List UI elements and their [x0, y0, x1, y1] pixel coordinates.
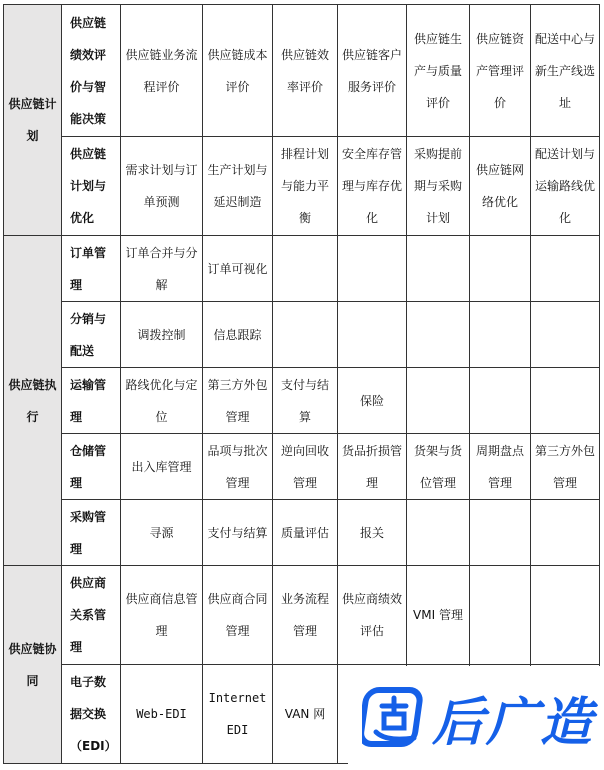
subcategory-cell: 电子数据交换（EDI）: [62, 665, 121, 764]
item-cell: 逆向回收管理: [273, 434, 338, 500]
supply-chain-table: [3, 4, 600, 764]
item-cell: 货架与货位管理: [407, 434, 470, 500]
subcategory-cell: 供应商关系管理: [62, 566, 121, 665]
item-cell: 安全库存管理与库存优化: [338, 137, 407, 236]
item-cell: [407, 368, 470, 434]
table-row: [4, 500, 600, 566]
item-cell: VMI 管理: [407, 566, 470, 665]
table-row: [4, 236, 600, 302]
item-cell: 供应链业务流程评价: [121, 5, 203, 137]
item-cell: [407, 302, 470, 368]
item-cell: 报关: [338, 500, 407, 566]
item-cell: [338, 302, 407, 368]
item-cell: 供应商绩效评估: [338, 566, 407, 665]
item-cell: [531, 500, 600, 566]
item-cell: [470, 236, 531, 302]
item-cell: [470, 500, 531, 566]
item-cell: 第三方外包管理: [531, 434, 600, 500]
item-cell: 需求计划与订单预测: [121, 137, 203, 236]
subcategory-cell: 订单管理: [62, 236, 121, 302]
item-cell: 调拨控制: [121, 302, 203, 368]
item-cell: [407, 500, 470, 566]
item-cell: 排程计划与能力平衡: [273, 137, 338, 236]
item-cell: [407, 236, 470, 302]
item-cell: [273, 302, 338, 368]
category-cell: 供应链计划: [4, 5, 62, 236]
item-cell: 货品折损管理: [338, 434, 407, 500]
table-row: [4, 434, 600, 500]
item-cell: 生产计划与延迟制造: [203, 137, 273, 236]
item-cell: 订单可视化: [203, 236, 273, 302]
item-cell: 出入库管理: [121, 434, 203, 500]
item-cell: [470, 302, 531, 368]
item-cell: 支付与结算: [203, 500, 273, 566]
item-cell: 品项与批次管理: [203, 434, 273, 500]
item-cell: 保险: [338, 368, 407, 434]
item-cell: 信息跟踪: [203, 302, 273, 368]
item-cell: Web-EDI: [121, 665, 203, 764]
table-row: [4, 137, 600, 236]
item-cell: [531, 302, 600, 368]
item-cell: [531, 236, 600, 302]
table-row: [4, 368, 600, 434]
item-cell: 供应链客户服务评价: [338, 5, 407, 137]
item-cell: [470, 566, 531, 665]
item-cell: Internet EDI: [203, 665, 273, 764]
item-cell: [531, 566, 600, 665]
item-cell: 配送计划与运输路线优化: [531, 137, 600, 236]
item-cell: 采购提前期与采购计划: [407, 137, 470, 236]
subcategory-cell: 分销与配送: [62, 302, 121, 368]
item-cell: [338, 236, 407, 302]
item-cell: 配送中心与新生产线选址: [531, 5, 600, 137]
table-row: [4, 566, 600, 665]
subcategory-cell: 采购管理: [62, 500, 121, 566]
item-cell: 支付与结算: [273, 368, 338, 434]
subcategory-cell: 供应链计划与优化: [62, 137, 121, 236]
item-cell: 供应链效率评价: [273, 5, 338, 137]
zao-badge-icon: [362, 684, 428, 750]
logo-text: 后广造: [432, 693, 595, 753]
watermark-logo: [348, 666, 604, 770]
item-cell: 路线优化与定位: [121, 368, 203, 434]
category-cell: 供应链执行: [4, 236, 62, 566]
item-cell: [531, 368, 600, 434]
table-row: [4, 5, 600, 137]
item-cell: 周期盘点管理: [470, 434, 531, 500]
item-cell: 供应链资产管理评价: [470, 5, 531, 137]
item-cell: 供应链成本评价: [203, 5, 273, 137]
category-cell: 供应链协同: [4, 566, 62, 764]
item-cell: [470, 368, 531, 434]
item-cell: 第三方外包管理: [203, 368, 273, 434]
item-cell: 供应链生产与质量评价: [407, 5, 470, 137]
item-cell: 供应商合同管理: [203, 566, 273, 665]
item-cell: 订单合并与分解: [121, 236, 203, 302]
item-cell: 质量评估: [273, 500, 338, 566]
table-row: [4, 302, 600, 368]
item-cell: 供应链网络优化: [470, 137, 531, 236]
item-cell: 供应商信息管理: [121, 566, 203, 665]
item-cell: 寻源: [121, 500, 203, 566]
subcategory-cell: 供应链绩效评价与智能决策: [62, 5, 121, 137]
item-cell: VAN 网: [273, 665, 338, 764]
subcategory-cell: 仓储管理: [62, 434, 121, 500]
item-cell: [273, 236, 338, 302]
item-cell: 业务流程管理: [273, 566, 338, 665]
subcategory-cell: 运输管理: [62, 368, 121, 434]
